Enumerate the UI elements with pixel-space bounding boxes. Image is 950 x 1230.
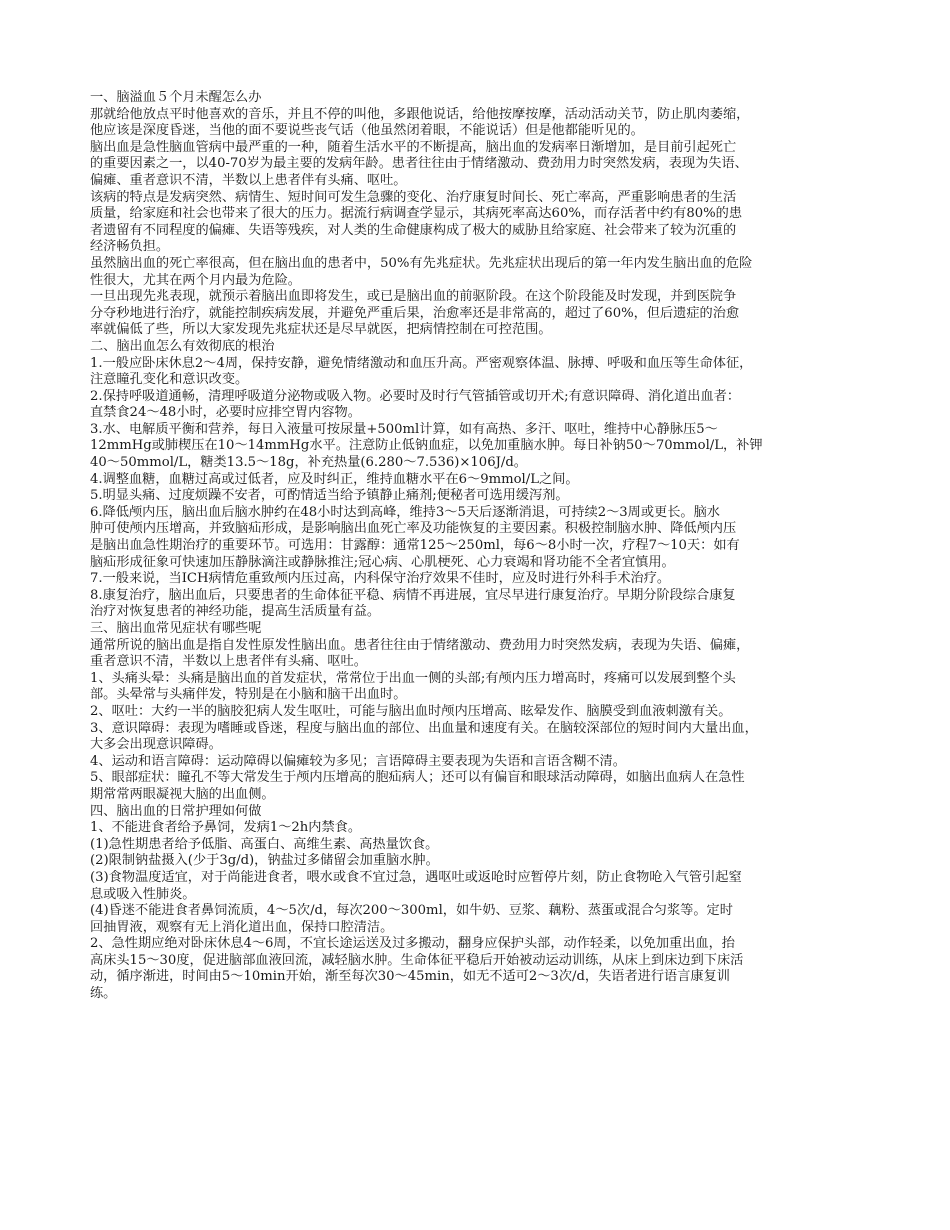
text-line: 8.康复治疗，脑出血后，只要患者的生命体征平稳、病情不再进展，宜尽早进行康复治疗。早期分阶段综合康复	[90, 587, 736, 603]
text-line: (3)食物温度适宜，对于尚能进食者，喂水或食不宜过急，遇呕吐或返呛时应暂停片刻，防止食物呛入气管引起窒	[90, 869, 742, 885]
text-line: 性很大，尤其在两个月内最为危险。	[90, 272, 301, 288]
text-line: 脑出血是急性脑血管病中最严重的一种，随着生活水平的不断提高，脑出血的发病率日渐增加，是目前引起死亡	[90, 139, 737, 155]
text-line: 偏瘫、重者意识不清，半数以上患者伴有头痛、呕吐。	[90, 172, 407, 188]
text-line: 经济畅负担。	[90, 239, 170, 255]
text-line: 6.降低颅内压，脑出血后脑水肿约在48小时达到高峰，维持3～5天后逐渐消退，可持续2～3周或更长。脑水	[90, 504, 720, 520]
text-line: 大多会出现意识障碍。	[90, 737, 222, 753]
document-body	[90, 90, 862, 1003]
text-line: 高床头15～30度，促进脑部血液回流，减轻脑水肿。生命体征平稳后开始被动运动训练，从床上到床边到下床活	[90, 952, 744, 968]
text-line: 脑疝形成征象可快速加压静脉滴注或静脉推注;冠心病、心肌梗死、心力衰竭和肾功能不全者宜慎用。	[90, 554, 675, 570]
text-line: 40～50mmol/L，糖类13.5～18g，补充热量(6.280～7.536)×106J/d。	[90, 455, 527, 471]
text-line: 1、头痛头晕：头痛是脑出血的首发症状，常常位于出血一侧的头部;有颅内压力增高时，疼痛可以发展到整个头	[90, 670, 736, 686]
text-line: 分夺秒地进行治疗，就能控制疾病发展，并避免严重后果，治愈率还是非常高的，超过了60%，但后遗症的治愈	[90, 305, 740, 321]
section-heading: 三、脑出血常见症状有哪些呢	[90, 621, 262, 636]
text-line: 该病的特点是发病突然、病情生、短时间可发生急骤的变化、治疗康复时间长、死亡率高，严重影响患者的生活	[90, 189, 737, 205]
text-line: 率就偏低了些，所以大家发现先兆症状还是尽早就医，把病情控制在可控范围。	[90, 322, 552, 338]
text-line: (1)急性期患者给予低脂、高蛋白、高维生素、高热量饮食。	[90, 836, 439, 852]
text-line: 12mmHg或肺楔压在10～14mmHg水平。注意防止低钠血症，以免加重脑水肿。每日补钠50～70mmol/L，补钾	[90, 438, 763, 454]
text-line: 1.一般应卧床休息2～4周，保持安静，避免情绪激动和血压升高。严密观察体温、脉搏、呼吸和血压等生命体征，	[90, 355, 753, 371]
text-line: 治疗对恢复患者的神经功能，提高生活质量有益。	[90, 604, 381, 620]
text-line: 重者意识不清，半数以上患者伴有头痛、呕吐。	[90, 654, 367, 670]
text-line: 他应该是深度昏迷，当他的面不要说些丧气话（他虽然闭着眼，不能说话）但是他都能听见的。	[90, 123, 644, 139]
text-line: 虽然脑出血的死亡率很高，但在脑出血的患者中，50%有先兆症状。先兆症状出现后的第一年内发生脑出血的危险	[90, 255, 753, 271]
text-line: 5.明显头痛、过度烦躁不安者，可酌情适当给予镇静止痛剂;便秘者可选用缓泻剂。	[90, 488, 569, 504]
text-line: 回抽胃液，观察有无上消化道出血，保持口腔清洁。	[90, 919, 394, 935]
section-heading: 四、脑出血的日常护理如何做	[90, 803, 262, 819]
text-line: 5、眼部症状：瞳孔不等大常发生于颅内压增高的胞疝病人；还可以有偏盲和眼球活动障碍，如脑出血病人在急性	[90, 770, 745, 786]
text-line: 7.一般来说，当ICH病情危重致颅内压过高，内科保守治疗效果不佳时，应及时进行外科手术治疗。	[90, 571, 671, 587]
text-line: 的重要因素之一，以40-70岁为最主要的发病年龄。患者往往由于情绪激动、费劲用力时突然发病，表现为失语、	[90, 156, 748, 172]
text-line: 那就给他放点平时他喜欢的音乐，并且不停的叫他，多跟他说话，给他按摩按摩，活动活动关节，防止肌肉萎缩，	[90, 106, 750, 122]
text-line: 质量，给家庭和社会也带来了很大的压力。据流行病调查学显示，其病死率高达60%，而存活者中约有80%的患	[90, 206, 743, 222]
text-line: 练。	[90, 986, 117, 1002]
text-line: 通常所说的脑出血是指自发性原发性脑出血。患者往往由于情绪激动、费劲用力时突然发病，表现为失语、偏瘫，	[90, 637, 750, 653]
text-line: 3.水、电解质平衡和营养，每日入液量可按尿量+500ml计算，如有高热、多汗、呕吐，维持中心静脉压5～	[90, 421, 718, 437]
text-line: 2.保持呼吸道通畅，清理呼吸道分泌物或吸入物。必要时及时行气管插管或切开术;有意识障碍、消化道出血者：	[90, 388, 741, 404]
text-line: 2、呕吐：大约一半的脑胶犯病人发生呕吐，可能与脑出血时颅内压增高、眩晕发作、脑膜受到血液刺激有关。	[90, 703, 732, 719]
text-line: 者遗留有不同程度的偏瘫、失语等残疾，对人类的生命健康构成了极大的威胁且给家庭、社会带来了较为沉重的	[90, 222, 737, 238]
text-line: 动，循序渐进，时间由5～10min开始，渐至每次30～45min，如无不适可2～3次/d，失语者进行语言康复训	[90, 969, 730, 985]
text-line: 4.调整血糖，血糖过高或过低者，应及时纠正，维持血糖水平在6～9mmol/L之间。	[90, 471, 579, 487]
text-line: 肿可使颅内压增高，并致脑疝形成，是影响脑出血死亡率及功能恢复的主要因素。积极控制脑水肿、降低颅内压	[90, 521, 737, 537]
text-line: 一旦出现先兆表现，就预示着脑出血即将发生，或已是脑出血的前驱阶段。在这个阶段能及时发现，并到医院争	[90, 289, 737, 305]
text-line: 是脑出血急性期治疗的重要环节。可选用：甘露醇：通常125～250ml，每6～8小时一次，疗程7～10天：如有	[90, 538, 740, 554]
text-line: 注意瞳孔变化和意识改变。	[90, 372, 249, 388]
text-line: (2)限制钠盐摄入(少于3g/d)，钠盐过多储留会加重脑水肿。	[90, 853, 439, 869]
text-line: 4、运动和语言障碍：运动障碍以偏瘫较为多见；言语障碍主要表现为失语和言语含糊不清。	[90, 753, 626, 769]
text-line: (4)昏迷不能进食者鼻饲流质，4～5次/d，每次200～300ml，如牛奶、豆浆、藕粉、蒸蛋或混合匀浆等。定时	[90, 903, 733, 919]
text-line: 直禁食24～48小时，必要时应排空胃内容物。	[90, 405, 361, 421]
section-heading: 二、脑出血怎么有效彻底的根治	[90, 338, 275, 354]
text-line: 部。头晕常与头痛伴发，特别是在小脑和脑干出血时。	[90, 687, 407, 703]
text-line: 2、急性期应绝对卧床休息4～6周，不宜长途运送及过多搬动，翻身应保护头部，动作轻柔，以免加重出血，抬	[90, 936, 735, 952]
text-line: 期常常两眼凝视大脑的出血侧。	[90, 786, 275, 802]
text-line: 息或吸入性肺炎。	[90, 886, 196, 902]
text-line: 3、意识障碍：表现为嗜睡或昏迷，程度与脑出血的部位、出血量和速度有关。在脑较深部位的短时间内大量出血，	[90, 720, 758, 736]
text-line: 1、不能进食者给予鼻饲，发病1～2h内禁食。	[90, 820, 362, 836]
section-heading: 一、脑溢血５个月未醒怎么办	[90, 90, 262, 105]
